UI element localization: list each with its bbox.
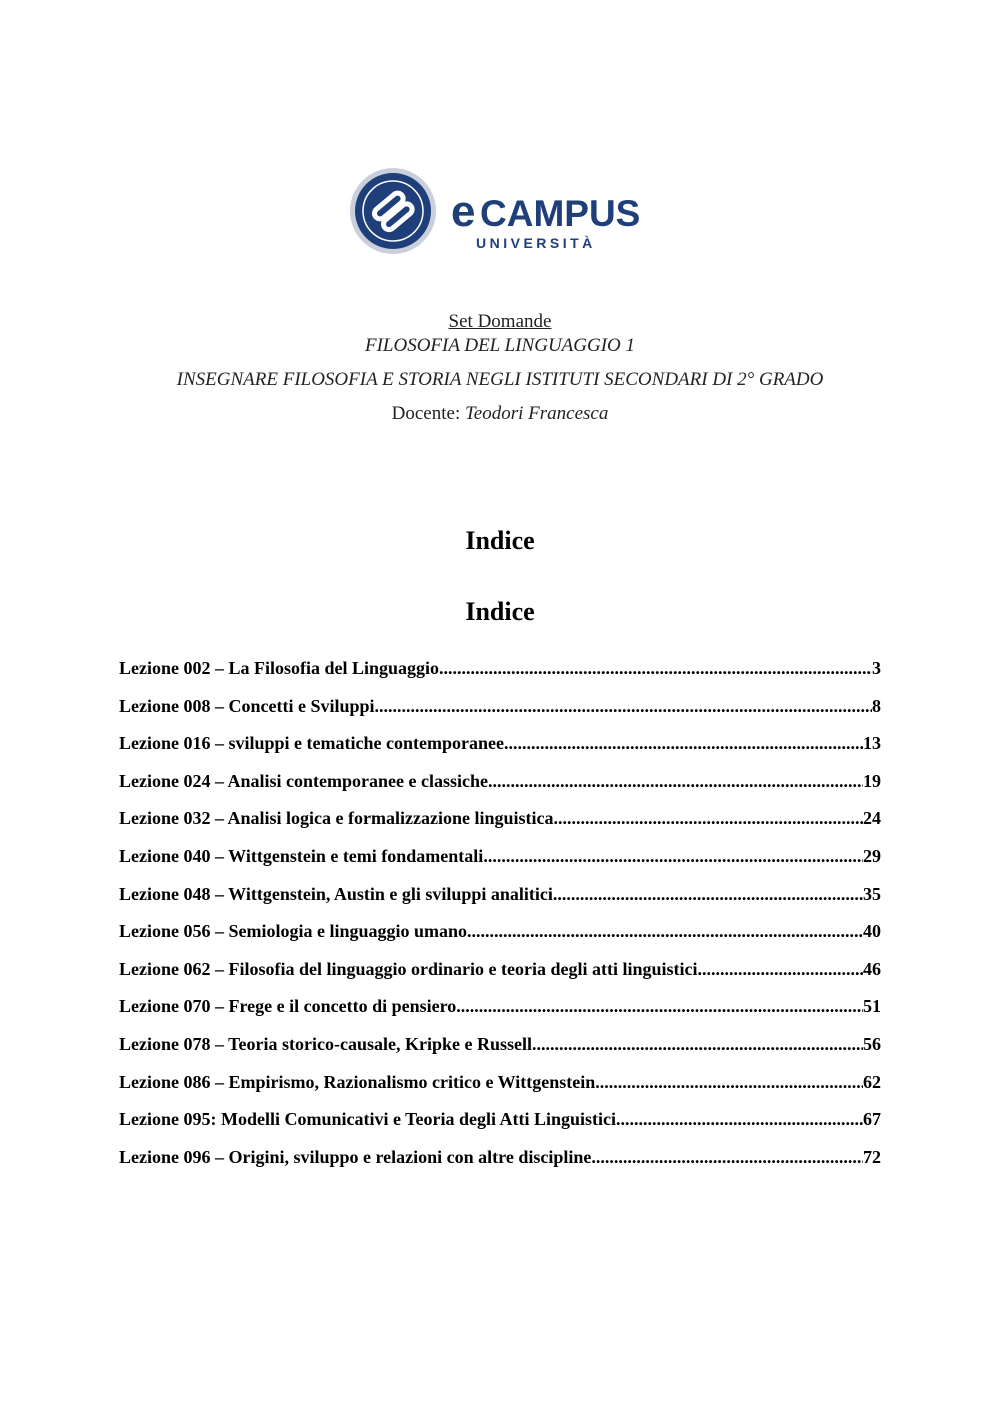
toc-leader — [553, 806, 863, 830]
ecampus-logo — [348, 166, 648, 256]
toc-entry[interactable] — [119, 844, 881, 882]
toc-entry[interactable] — [119, 1070, 881, 1108]
toc-entry-page: 51 — [863, 996, 881, 1017]
toc-entry[interactable] — [119, 1107, 881, 1145]
toc-entry-title: Lezione 070 – Frege e il concetto di pensiero — [119, 996, 457, 1017]
toc-entry-title: Lezione 040 – Wittgenstein e temi fondamentali — [119, 845, 484, 866]
toc-entry-title: Lezione 032 – Analisi logica e formalizzazione linguistica — [119, 808, 554, 829]
toc-entry-title: Lezione 062 – Filosofia del linguaggio ordinario e teoria degli atti linguistici — [119, 958, 698, 979]
toc-entry[interactable] — [119, 731, 881, 769]
table-of-contents — [119, 656, 881, 1182]
toc-entry-title: Lezione 016 – sviluppi e tematiche contemporanee — [119, 733, 504, 754]
toc-entry-page: 13 — [863, 733, 881, 754]
toc-leader — [375, 694, 873, 718]
toc-entry-page: 56 — [863, 1033, 881, 1054]
toc-leader — [697, 957, 863, 981]
toc-leader — [504, 731, 863, 755]
toc-entry-title: Lezione 048 – Wittgenstein, Austin e gli sviluppi analitici — [119, 883, 553, 904]
toc-entry-page: 62 — [863, 1071, 881, 1092]
toc-leader — [616, 1107, 863, 1131]
toc-leader — [467, 919, 863, 943]
toc-entry-page: 35 — [863, 883, 881, 904]
logo-subtitle: UNIVERSITÀ — [476, 235, 596, 251]
ecampus-logo-graphic — [348, 166, 648, 256]
toc-entry[interactable] — [119, 1032, 881, 1070]
index-heading-1: Indice — [465, 526, 535, 555]
docente-label: Docente: — [391, 403, 461, 424]
toc-entry-page: 29 — [863, 845, 881, 866]
toc-entry-page: 40 — [863, 921, 881, 942]
index-heading-2: Indice — [465, 597, 535, 626]
toc-leader — [553, 882, 863, 906]
docente-name: Teodori Francesca — [464, 403, 609, 424]
toc-entry-page: 46 — [863, 958, 881, 979]
toc-entry-title: Lezione 095: Modelli Comunicativi e Teoria degli Atti Linguistici — [119, 1109, 616, 1130]
toc-leader — [456, 994, 863, 1018]
toc-entry[interactable] — [119, 882, 881, 920]
toc-entry-page: 67 — [863, 1109, 881, 1130]
logo-wordmark-e: e — [451, 187, 476, 236]
toc-entry-title: Lezione 056 – Semiologia e linguaggio umano — [119, 921, 468, 942]
toc-entry-title: Lezione 002 – La Filosofia del Linguaggio — [119, 658, 440, 678]
toc-entry[interactable] — [119, 769, 881, 807]
toc-entry[interactable] — [119, 994, 881, 1032]
toc-leader — [595, 1070, 863, 1094]
toc-leader — [532, 1032, 863, 1056]
toc-entry-page: 72 — [863, 1146, 881, 1167]
toc-entry[interactable] — [119, 694, 881, 732]
document-header — [0, 310, 1000, 426]
set-label: Set Domande — [448, 311, 552, 332]
toc-entry-title: Lezione 096 – Origini, sviluppo e relazioni con altre discipline — [119, 1146, 592, 1167]
toc-entry-page: 19 — [863, 770, 881, 791]
toc-entry-title: Lezione 008 – Concetti e Sviluppi — [119, 695, 375, 716]
toc-entry-page: 3 — [872, 658, 881, 678]
toc-leader — [591, 1145, 863, 1169]
logo-wordmark: CAMPUS — [480, 193, 641, 234]
toc-leader — [483, 844, 863, 868]
toc-leader — [439, 656, 872, 680]
course-title: FILOSOFIA DEL LINGUAGGIO 1 — [364, 335, 636, 356]
toc-entry[interactable] — [119, 806, 881, 844]
program-title: INSEGNARE FILOSOFIA E STORIA NEGLI ISTITUTI SECONDARI DI 2° GRADO — [176, 369, 824, 390]
toc-entry[interactable] — [119, 1145, 881, 1183]
toc-entry[interactable] — [119, 919, 881, 957]
docente-line — [0, 402, 1000, 426]
toc-entry-title: Lezione 078 – Teoria storico-causale, Kripke e Russell — [119, 1033, 532, 1054]
toc-entry[interactable] — [119, 656, 881, 694]
toc-entry-page: 8 — [872, 695, 881, 716]
toc-leader — [488, 769, 863, 793]
toc-entry-title: Lezione 024 – Analisi contemporanee e classiche — [119, 770, 488, 791]
toc-entry-page: 24 — [863, 808, 881, 829]
toc-entry-title: Lezione 086 – Empirismo, Razionalismo critico e Wittgenstein — [119, 1071, 596, 1092]
toc-entry[interactable] — [119, 957, 881, 995]
